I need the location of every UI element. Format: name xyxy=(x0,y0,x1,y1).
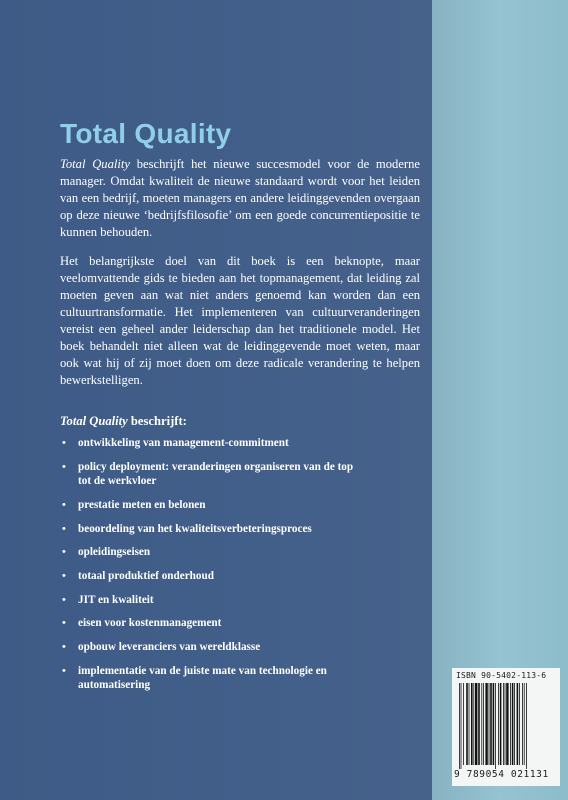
list-item xyxy=(60,569,360,584)
barcode-bar xyxy=(466,683,468,765)
barcode-bar xyxy=(495,683,496,769)
list-item xyxy=(60,436,360,451)
list-item-text: eisen voor kostenmanagement xyxy=(78,617,222,630)
barcode-bar xyxy=(478,683,480,765)
isbn-number: ISBN 90-5402-113-6 xyxy=(456,671,547,680)
bullet-icon: • xyxy=(62,664,66,677)
list-item-text: opbouw leveranciers van wereldklasse xyxy=(78,641,261,653)
barcode-bar xyxy=(490,683,492,765)
bullet-icon: • xyxy=(62,569,66,582)
barcode-bar xyxy=(526,683,527,769)
bullet-icon: • xyxy=(62,593,66,606)
bullet-icon: • xyxy=(62,460,66,473)
description-paragraph-1 xyxy=(60,156,420,241)
barcode-bar xyxy=(469,683,470,765)
list-item xyxy=(60,664,360,693)
barcode-bar xyxy=(489,683,490,765)
list-item-text: prestatie meten en belonen xyxy=(78,498,206,511)
barcode-bar xyxy=(503,683,504,765)
list-item-text: policy deployment: veranderingen organiseren van de top tot de werkvloer xyxy=(78,460,354,488)
barcode-bar xyxy=(522,683,523,765)
barcode-bar xyxy=(510,683,511,765)
bullet-icon: • xyxy=(62,617,66,630)
bullet-icon: • xyxy=(62,641,66,653)
description-paragraph-2: Het belangrijkste doel van dit boek is een beknopte, maar veelomvattende gids te bieden aan het topmanagement, dat leiding zal moeten geven aan wat niet anders genoemd kan worden dan een cultuurtransformatie. Het implementeren van cultuurveranderingen vereist een geheel ander leiderschap dan het traditionele model. Het boek behandelt niet alleen wat de leidinggevende moet weten, maar ook wat hij of zij moet doen om deze radicale verandering te helpen bewerkstelligen. xyxy=(60,254,420,387)
list-item xyxy=(60,522,360,537)
list-item-text: JIT en kwaliteit xyxy=(78,593,154,606)
barcode-bar xyxy=(506,683,508,765)
barcode-bar xyxy=(514,683,515,765)
list-item-text: beoordeling van het kwaliteitsverbeteringsproces xyxy=(78,522,312,535)
barcode-bar xyxy=(500,683,502,765)
book-title: Total Quality xyxy=(60,118,232,149)
bullet-icon: • xyxy=(62,437,66,449)
bullet-icon: • xyxy=(62,498,66,511)
barcode-bar xyxy=(517,683,519,765)
barcode-bar xyxy=(483,683,484,765)
list-item-text: implementatie van de juiste mate van technologie en automatisering xyxy=(78,664,327,692)
list-item xyxy=(60,640,360,655)
barcode-bar xyxy=(505,683,506,765)
barcode-bar xyxy=(481,683,482,765)
bullet-icon: • xyxy=(62,522,66,535)
list-item-text: ontwikkeling van management-commitment xyxy=(78,437,289,449)
barcode-bar xyxy=(463,683,464,765)
barcode-label xyxy=(452,668,560,786)
list-item xyxy=(60,498,360,513)
topics-heading-text: beschrijft: xyxy=(127,414,187,428)
ean-number: 9 789054 021131 xyxy=(454,769,549,780)
barcode-bar xyxy=(461,683,462,769)
barcode-bar xyxy=(471,683,473,765)
barcode-bar xyxy=(524,683,525,765)
list-item-text: opleidingseisen xyxy=(78,546,151,559)
topics-heading xyxy=(60,413,187,430)
barcode-bar xyxy=(493,683,495,765)
list-item xyxy=(60,593,360,608)
title-reference: Total Quality xyxy=(60,157,130,171)
topics-list xyxy=(60,436,360,702)
list-item xyxy=(60,616,360,631)
list-item xyxy=(60,545,360,560)
barcode-bar xyxy=(519,683,520,765)
list-item xyxy=(60,460,360,489)
barcode-bar xyxy=(485,683,487,765)
list-item-text: totaal produktief onderhoud xyxy=(78,569,214,582)
title-reference: Total Quality xyxy=(60,414,128,428)
bullet-icon: • xyxy=(62,546,66,559)
barcode-bar xyxy=(475,683,477,765)
barcode-bar xyxy=(498,683,499,765)
barcode-bar xyxy=(473,683,474,765)
paragraph-1-text: beschrijft het nieuwe succesmodel voor de moderne manager. Omdat kwaliteit de nieuwe standaard wordt voor het leiden van een bedrijf, moeten managers en andere leidinggevenden overgaan op deze nieuwe ‘bedrijfsfilosofie’ om een goede concurrentiepositie te kunnen behouden. xyxy=(60,157,420,239)
barcode-icon xyxy=(458,683,554,769)
barcode-bar xyxy=(512,683,514,765)
barcode-bar xyxy=(459,683,460,769)
